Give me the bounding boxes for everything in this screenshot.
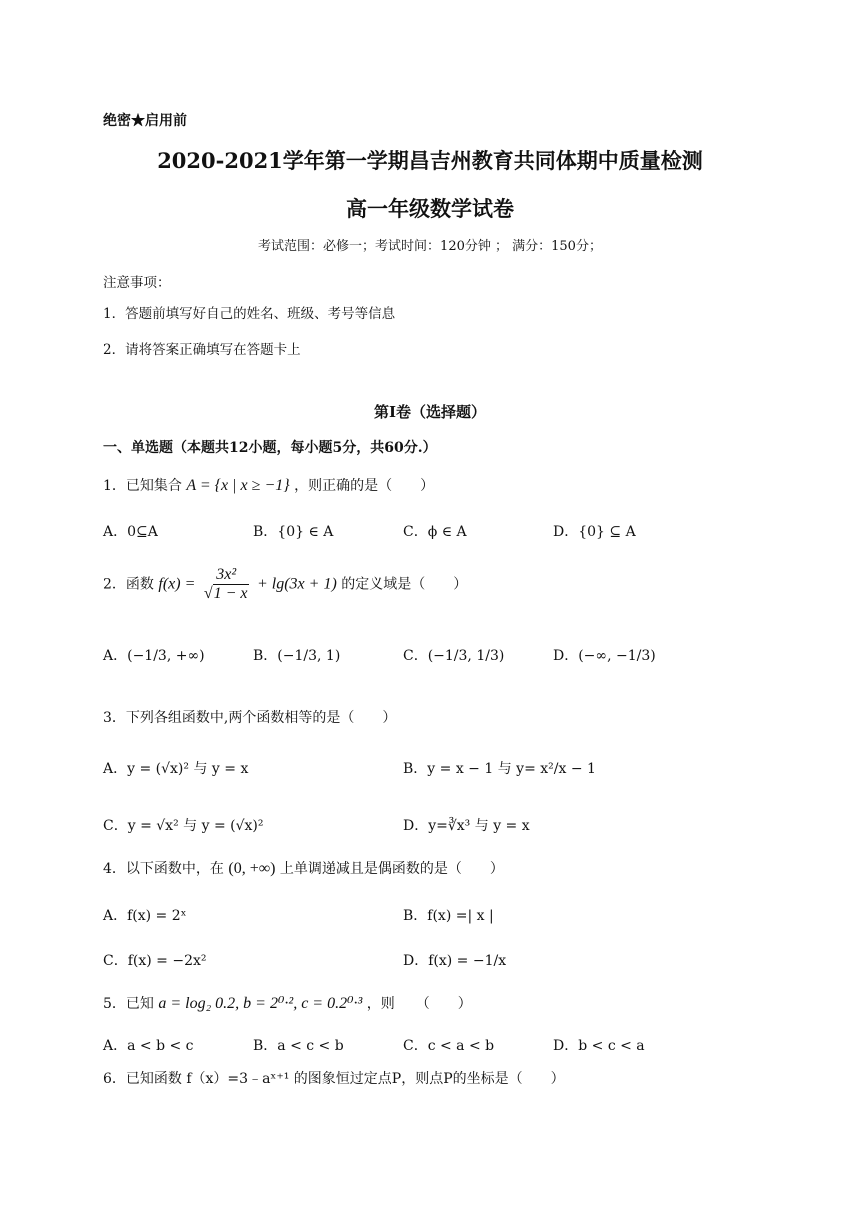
- option-c: C．ϕ ∈ A: [403, 524, 467, 540]
- exam-subtitle: 高一年级数学试卷: [346, 196, 514, 221]
- question-1: [103, 475, 434, 495]
- question-5: [103, 993, 472, 1013]
- note-item: 2．请将答案正确填写在答题卡上: [103, 342, 301, 358]
- option-b: B．{0} ∈ A: [253, 524, 334, 540]
- question-text: 5．已知: [103, 996, 154, 1012]
- question-expression-right: + lg(3x + 1): [256, 575, 337, 593]
- option-d: D．(−∞, −1/3): [553, 648, 656, 664]
- option-c: C．f(x) = −2x²: [103, 953, 207, 969]
- note-item: 1．答题前填写好自己的姓名、班级、考号等信息: [103, 306, 396, 322]
- question-3: 3．下列各组函数中,两个函数相等的是（ ）: [103, 710, 397, 726]
- question-suffix: ，则正确的是（ ）: [294, 478, 435, 494]
- section-title: 第I卷（选择题）: [373, 403, 487, 421]
- question-6: 6．已知函数 f（x）=3﹣aˣ⁺¹ 的图象恒过定点P，则点P的坐标是（ ）: [103, 1071, 565, 1087]
- option-d: D．f(x) = −1/x: [403, 953, 507, 969]
- question-suffix: 上单调递减且是偶函数的是（ ）: [279, 861, 504, 877]
- option-c: C．c < a < b: [403, 1038, 495, 1054]
- option-d: D．{0} ⊆ A: [553, 524, 636, 540]
- confidential-label: 绝密★启用前: [103, 113, 187, 129]
- option-b: B．(−1/3, 1): [253, 648, 341, 664]
- question-expression: A = {x | x ≥ −1}: [186, 477, 290, 494]
- question-text: 2．函数: [103, 576, 154, 593]
- option-c: C．y = √x² 与 y = (√x)²: [103, 818, 264, 834]
- question-text: 4．以下函数中，在: [103, 861, 224, 877]
- exam-info: 考试范围：必修一；考试时间：120分钟 ； 满分：150分；: [258, 239, 602, 254]
- option-a: A．0⊆A: [103, 524, 158, 540]
- option-b: B．y = x − 1 与 y= x²/x − 1: [403, 761, 596, 777]
- fraction-numerator: 3x²: [216, 566, 237, 583]
- question-text: 1．已知集合: [103, 478, 182, 494]
- question-2: [103, 566, 467, 603]
- option-a: A．f(x) = 2ˣ: [103, 908, 187, 924]
- question-expression: a = log₂ 0.2, b = 2⁰·², c = 0.2⁰·³: [158, 995, 363, 1012]
- question-suffix: ，则 （ ）: [366, 996, 472, 1012]
- option-a: A．y = (√x)² 与 y = x: [103, 761, 249, 777]
- question-suffix: 的定义域是（ ）: [341, 576, 468, 593]
- notes-heading: 注意事项：: [103, 275, 171, 291]
- option-b: B．f(x) =| x |: [403, 908, 494, 924]
- question-expression: (0, +∞): [228, 860, 276, 877]
- question-4: [103, 858, 504, 878]
- option-a: A．(−1/3, +∞): [103, 648, 205, 664]
- option-d: D．b < c < a: [553, 1038, 645, 1054]
- part-title: 一、单选题（本题共12小题，每小题5分，共60分.）: [103, 440, 437, 456]
- fraction: [202, 566, 251, 603]
- radicand: 1 − x: [213, 585, 248, 602]
- option-a: A．a < b < c: [103, 1038, 194, 1054]
- fraction-denominator: √1 − x: [203, 585, 248, 602]
- option-d: D．y=∛x³ 与 y = x: [403, 818, 530, 834]
- exam-title: 2020-2021学年第一学期昌吉州教育共同体期中质量检测: [157, 148, 703, 173]
- question-expression: f(x) =: [158, 575, 196, 593]
- option-c: C．(−1/3, 1/3): [403, 648, 505, 664]
- option-b: B．a < c < b: [253, 1038, 344, 1054]
